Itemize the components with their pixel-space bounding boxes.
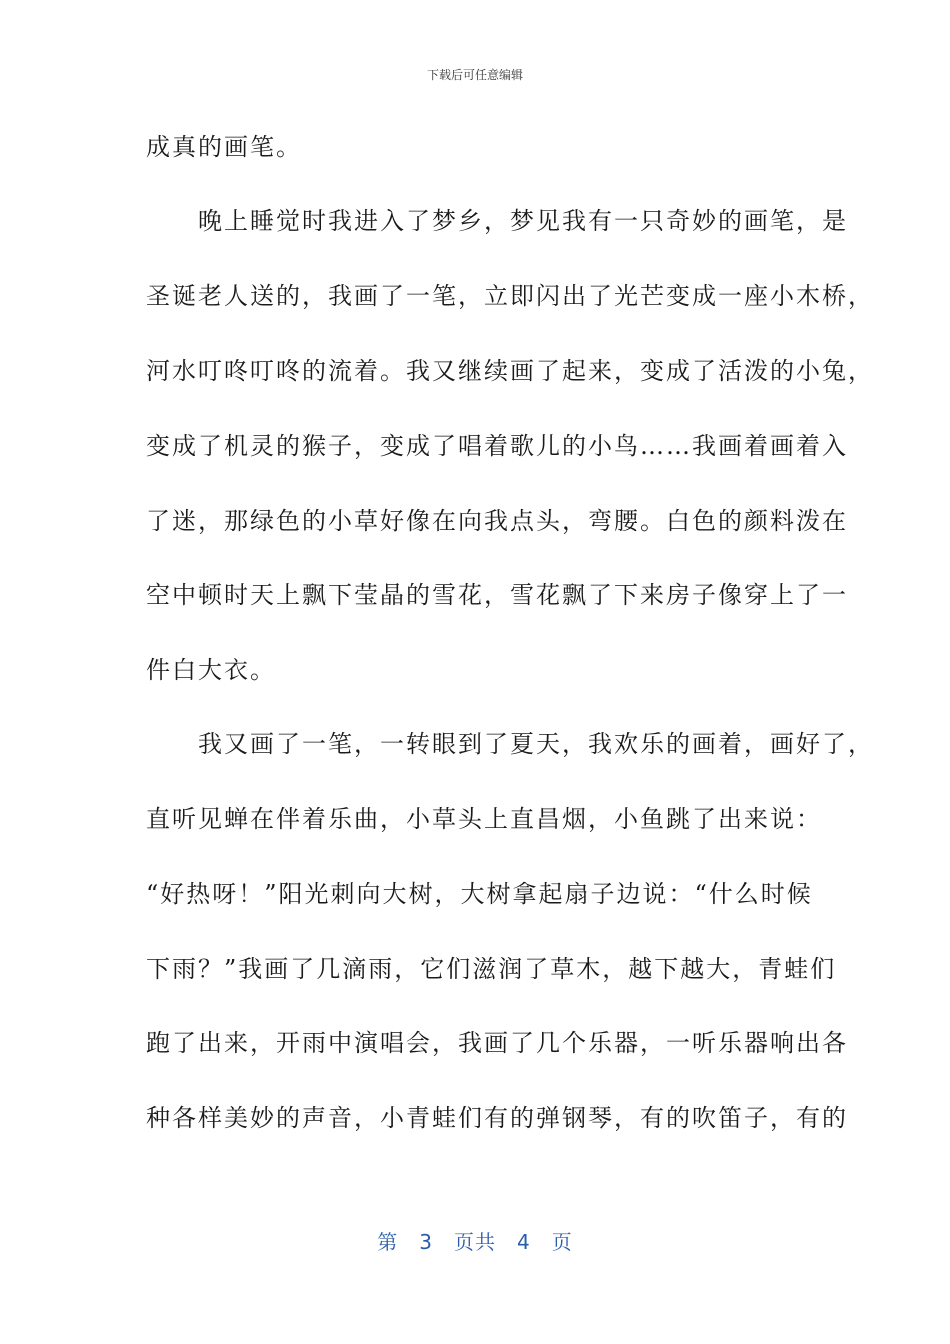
text-line: 件白大衣。 bbox=[146, 656, 276, 684]
text-line: 变成了机灵的猴子，变成了唱着歌儿的小鸟……我画着画着入 bbox=[146, 432, 848, 460]
text-line: 直听见蝉在伴着乐曲，小草头上直昌烟，小鱼跳了出来说： bbox=[146, 805, 822, 833]
text-line: “好热呀！”阳光刺向大树，大树拿起扇子边说：“什么时候 bbox=[146, 880, 813, 908]
page-header: 下载后可任意编辑 bbox=[426, 68, 523, 82]
text-line: 了迷，那绿色的小草好像在向我点头，弯腰。白色的颜料泼在 bbox=[146, 507, 848, 535]
text-line: 我又画了一笔，一转眼到了夏天，我欢乐的画着，画好了， bbox=[146, 730, 874, 758]
text-line: 成真的画笔。 bbox=[146, 133, 302, 161]
text-line: 河水叮咚叮咚的流着。我又继续画了起来，变成了活泼的小兔， bbox=[146, 357, 874, 385]
text-line: 晚上睡觉时我进入了梦乡，梦见我有一只奇妙的画笔，是 bbox=[146, 207, 848, 235]
text-line: 跑了出来，开雨中演唱会，我画了几个乐器，一听乐器响出各 bbox=[146, 1029, 848, 1057]
page-number-footer: 第 3 页共 4 页 bbox=[377, 1230, 573, 1254]
text-line: 种各样美妙的声音，小青蛙们有的弹钢琴，有的吹笛子，有的 bbox=[146, 1104, 848, 1132]
text-line: 空中顿时天上飘下莹晶的雪花，雪花飘了下来房子像穿上了一 bbox=[146, 581, 848, 609]
text-line: 下雨？”我画了几滴雨，它们滋润了草木，越下越大，青蛙们 bbox=[146, 955, 837, 983]
text-line: 圣诞老人送的，我画了一笔，立即闪出了光芒变成一座小木桥， bbox=[146, 282, 874, 310]
